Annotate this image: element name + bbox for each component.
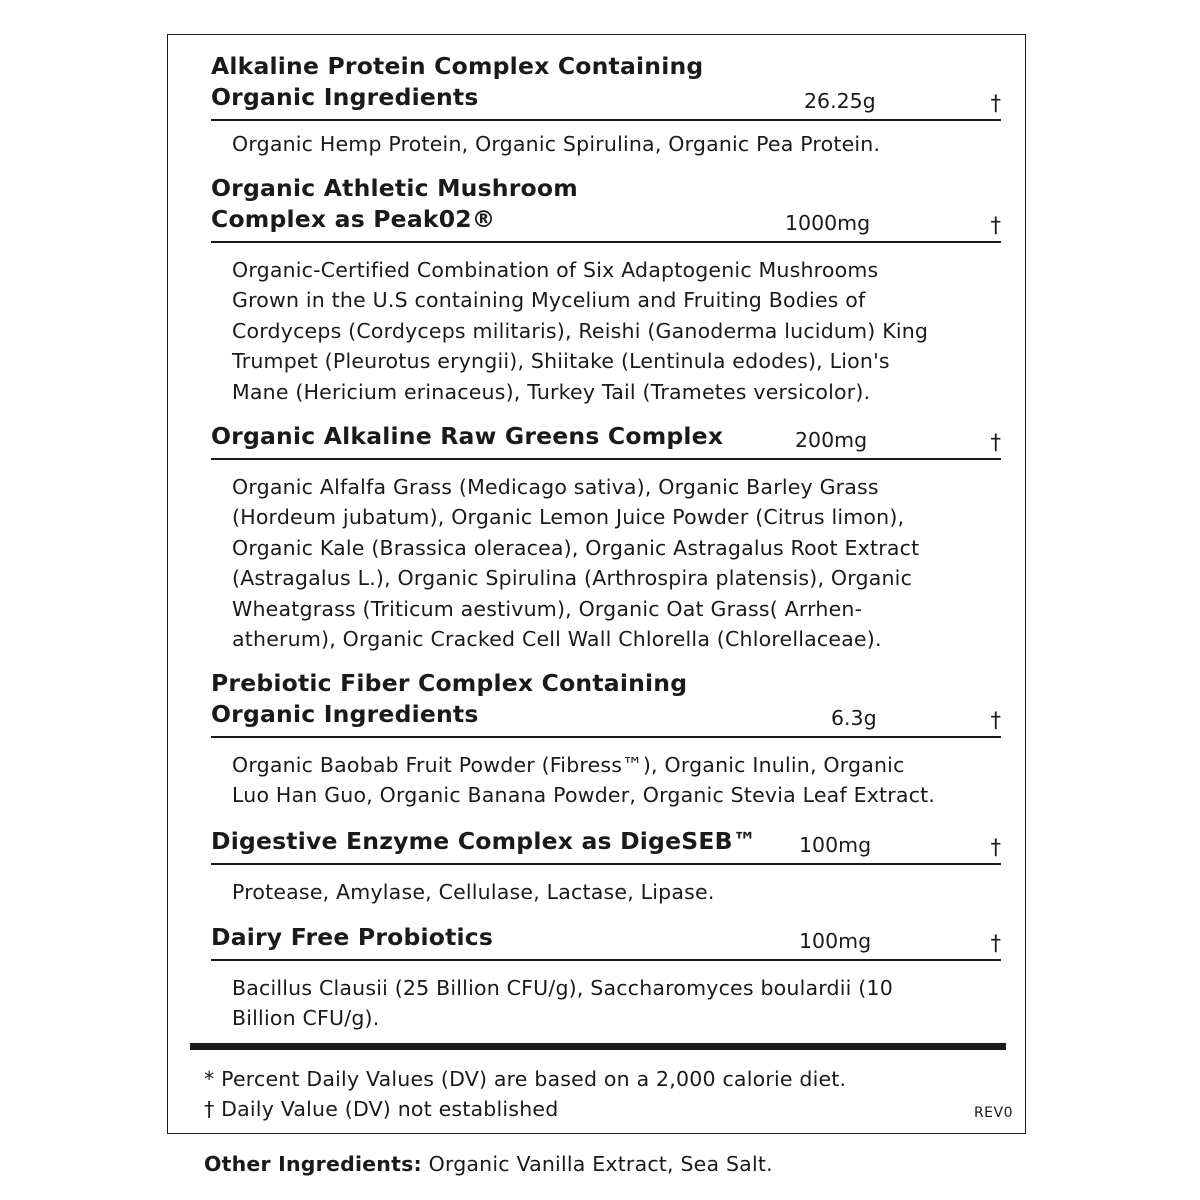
section-name: Alkaline Protein Complex Containing Organic Ingredients (211, 52, 704, 111)
section-name: Organic Alkaline Raw Greens Complex (211, 422, 724, 450)
section-ingredients: Organic-Certified Combination of Six Adaptogenic Mushrooms Grown in the U.S containing Mycelium and Fruiting Bodies of Cordyceps (Cordyceps militaris), Reishi (Ganoderma lucidum) King Trumpet (Pleurotus eryngii), Shiitake (Lentinula edodes), Lion's Mane (Hericium erinaceus), Turkey Tail (Trametes versicolor). (232, 258, 929, 404)
section-ingredients: Organic Hemp Protein, Organic Spirulina, Organic Pea Protein. (232, 132, 881, 156)
section-divider (211, 458, 1001, 460)
other-ingredients-label: Other Ingredients: (204, 1152, 422, 1176)
section-header-prebiotic-fiber (211, 667, 1001, 738)
other-ingredients (204, 1150, 773, 1178)
section-header-digestive-enzyme (211, 823, 1001, 865)
daily-value-marker: † (990, 91, 1001, 115)
daily-value-marker: † (990, 931, 1001, 955)
section-header-raw-greens (211, 419, 1001, 460)
section-divider (211, 863, 1001, 865)
section-name: Digestive Enzyme Complex as DigeSEB™ (211, 827, 757, 855)
daily-value-marker: † (990, 430, 1001, 454)
section-amount: 100mg (799, 929, 872, 953)
section-name: Prebiotic Fiber Complex Containing Organic Ingredients (211, 669, 688, 728)
section-amount: 26.25g (804, 89, 876, 113)
section-ingredients: Organic Alfalfa Grass (Medicago sativa), Organic Barley Grass (Hordeum jubatum), Organic Lemon Juice Powder (Citrus limon), Organic Kale (Brassica oleracea), Organic Astragalus Root Extract (Astragalus L.), Organic Spirulina (Arthrospira platensis), Organic Wheatgrass (Triticum aestivum), Organic Oat Grass( Arrhen- atherum), Organic Cracked Cell Wall Chlorella (Chlorellaceae). (232, 475, 920, 652)
section-ingredients: Organic Baobab Fruit Powder (Fibress™), Organic Inulin, Organic Luo Han Guo, Organic Banana Powder, Organic Stevia Leaf Extract. (232, 753, 936, 808)
footnote-percent-dv: * Percent Daily Values (DV) are based on a 2,000 calorie diet. (204, 1067, 847, 1091)
section-divider (211, 119, 1001, 121)
section-amount: 100mg (799, 833, 872, 857)
daily-value-marker: † (990, 213, 1001, 237)
daily-value-marker: † (990, 835, 1001, 859)
section-name: Dairy Free Probiotics (211, 923, 494, 951)
section-divider (211, 959, 1001, 961)
supplement-facts-panel (167, 34, 1026, 1134)
section-divider (211, 241, 1001, 243)
thick-divider (190, 1043, 1006, 1050)
section-amount: 1000mg (785, 211, 871, 235)
section-amount: 200mg (795, 428, 868, 452)
section-amount: 6.3g (831, 706, 877, 730)
section-ingredients: Bacillus Clausii (25 Billion CFU/g), Saccharomyces boulardii (10 Billion CFU/g). (232, 976, 893, 1031)
daily-value-marker: † (990, 708, 1001, 732)
section-name: Organic Athletic Mushroom Complex as Peak02® (211, 174, 578, 233)
section-header-alkaline-protein (211, 49, 1001, 121)
section-divider (211, 736, 1001, 738)
other-ingredients-value: Organic Vanilla Extract, Sea Salt. (421, 1152, 773, 1176)
revision-code: REV0 (973, 1105, 1013, 1121)
section-ingredients: Protease, Amylase, Cellulase, Lactase, Lipase. (232, 880, 715, 904)
footnote-dv-not-established: † Daily Value (DV) not established (204, 1097, 559, 1121)
section-header-dairy-free-probiotics (211, 919, 1001, 961)
section-header-athletic-mushroom (211, 173, 1001, 243)
